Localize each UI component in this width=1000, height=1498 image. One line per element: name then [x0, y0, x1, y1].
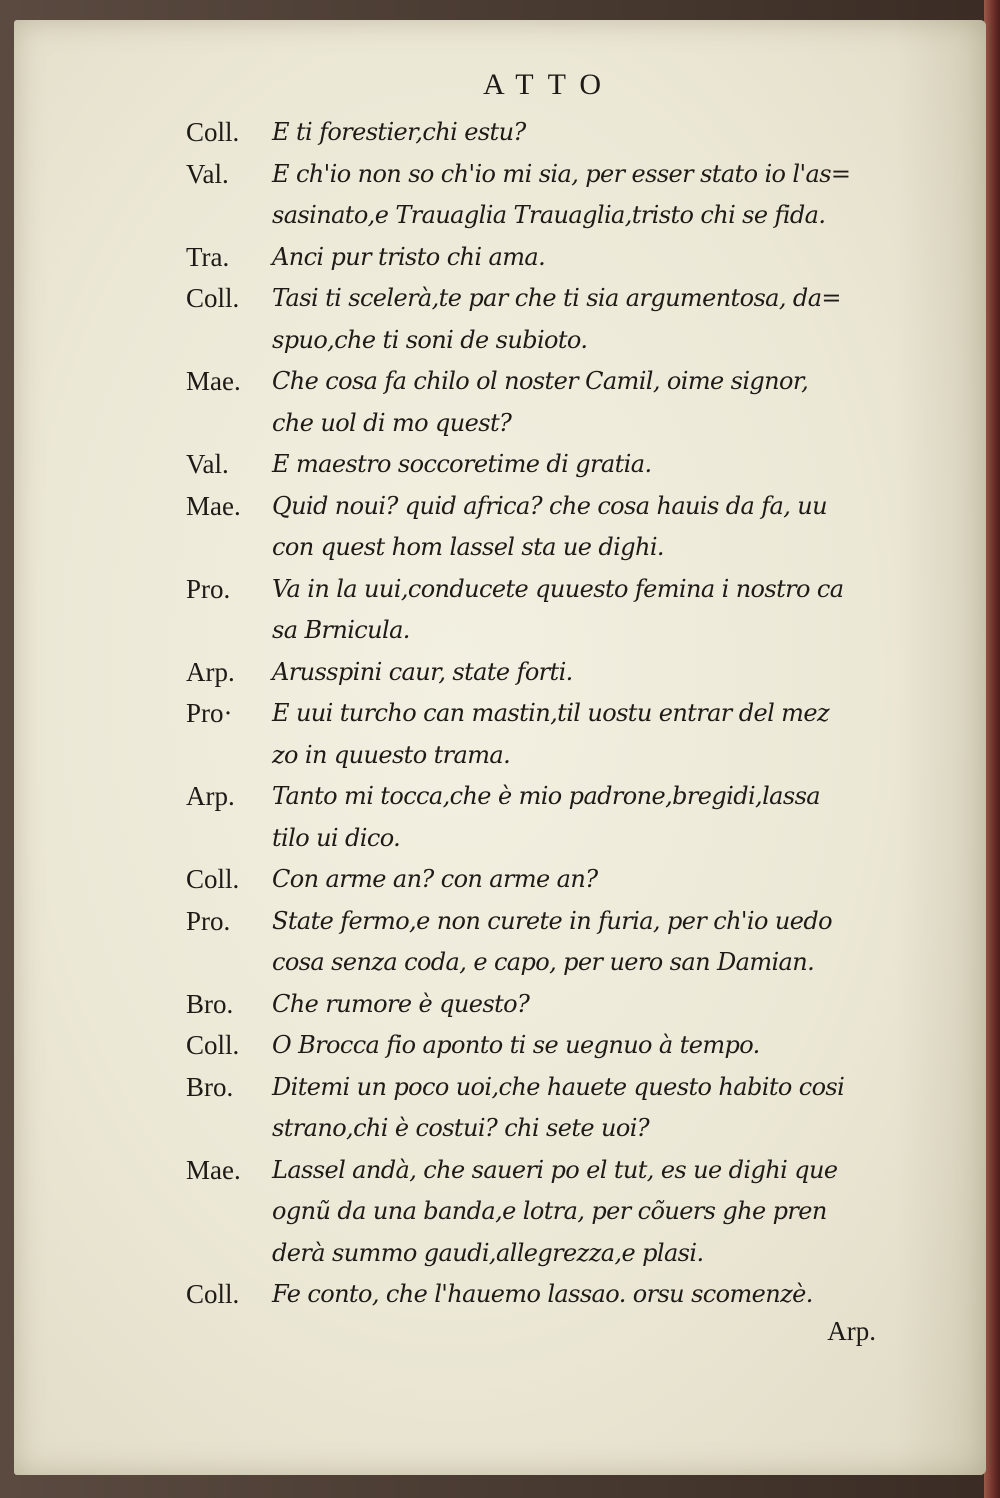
speech-lines [272, 154, 906, 237]
speech [186, 569, 906, 652]
speech-line: Fe conto, che l'hauemo lassao. orsu scomenzè. [272, 1280, 813, 1308]
speech-line: sasinato,e Trauaglia Trauaglia,tristo chi se fida. [272, 201, 826, 229]
dialogue-text-block [186, 112, 906, 1316]
speech [186, 1274, 906, 1316]
speaker-label: Coll. [186, 864, 240, 894]
speech [186, 112, 906, 154]
speaker-label: Arp. [186, 656, 235, 687]
speech-line: Tanto mi tocca,che è mio padrone,bregidi,lassa [272, 782, 821, 810]
book-binding-edge [984, 0, 1000, 1498]
speech [186, 859, 906, 901]
speech-lines [272, 444, 906, 486]
speech [186, 984, 906, 1026]
speech-lines [272, 486, 906, 569]
speaker-label: Coll. [186, 117, 240, 147]
speech-line: zo in quuesto trama. [272, 740, 511, 769]
speech [186, 776, 906, 859]
book-page [14, 20, 986, 1475]
speech [186, 1150, 906, 1275]
speech [186, 1067, 906, 1150]
speech-line: Lassel andà, che saueri po el tut, es ue dighi que [272, 1155, 838, 1184]
speech [186, 1025, 906, 1067]
speech-line: E uui turcho can mastin,til uostu entrar del mez [272, 699, 829, 727]
speech-line: Che cosa fa chilo ol noster Camil, oime signor, [272, 367, 809, 395]
speech-line: E maestro soccoretime di gratia. [272, 450, 652, 478]
speech-line: E ch'io non so ch'io mi sia, per esser stato io l'as= [272, 159, 851, 188]
speaker-label: Pro. [186, 905, 231, 936]
speech [186, 444, 906, 486]
speech [186, 361, 906, 444]
speech-line: Con arme an? con arme an? [272, 865, 598, 893]
speech-line: State fermo,e non curete in furia, per ch'io uedo [272, 906, 832, 935]
speaker-label: Coll. [186, 283, 240, 313]
speech-lines [272, 984, 906, 1026]
catchword: Arp. [827, 1316, 876, 1346]
speech-line: con quest hom lassel sta ue dighi. [272, 533, 664, 561]
speech-lines [272, 278, 906, 361]
speech-lines [272, 901, 906, 984]
speech-lines [272, 859, 906, 901]
speaker-label: Mae. [186, 1154, 241, 1185]
speaker-label: Mae. [186, 366, 241, 396]
speaker-label: Tra. [186, 241, 230, 272]
speech-line: strano,chi è costui? chi sete uoi? [272, 1114, 650, 1142]
speech-lines [272, 776, 906, 859]
speaker-label: Coll. [186, 1279, 240, 1309]
speech-line: ognũ da una banda,e lotra, per cõuers ghe pren [272, 1197, 827, 1225]
speaker-label: Coll. [186, 1030, 240, 1060]
speech-lines [272, 1150, 906, 1275]
speech-line: E ti forestier,chi estu? [272, 118, 526, 146]
speech-lines [272, 1274, 906, 1316]
speech-lines [272, 237, 906, 279]
speaker-label: Bro. [186, 1071, 234, 1102]
speech-line: sa Brnicula. [272, 616, 410, 644]
speaker-label: Bro. [186, 988, 234, 1019]
speech-lines [272, 1067, 906, 1150]
speech [186, 154, 906, 237]
speech [186, 486, 906, 569]
speech-line: spuo,che ti soni de subioto. [272, 325, 588, 354]
speaker-label: Pro· [186, 698, 233, 728]
speech-lines [272, 361, 906, 444]
speech-lines [272, 112, 906, 154]
speaker-label: Val. [186, 449, 229, 479]
speaker-label: Arp. [186, 781, 235, 811]
speech [186, 693, 906, 776]
speech-line: che uol di mo quest? [272, 408, 512, 437]
speaker-label: Val. [186, 158, 229, 189]
speech [186, 652, 906, 694]
speech-line: Arusspini caur, state forti. [272, 657, 573, 686]
speech [186, 901, 906, 984]
speech-line: tilo ui dico. [272, 823, 401, 852]
speech-lines [272, 569, 906, 652]
running-header: ATTO [482, 68, 616, 101]
speech-line: Anci pur tristo chi ama. [272, 242, 546, 271]
speech-lines [272, 1025, 906, 1067]
speech [186, 278, 906, 361]
speech-line: Quid noui? quid africa? che cosa hauis da fa, uu [272, 491, 827, 520]
speech-line: derà summo gaudi,allegrezza,e plasi. [272, 1238, 704, 1267]
speech-line: cosa senza coda, e capo, per uero san Damian. [272, 948, 815, 976]
speech-line: O Brocca fio aponto ti se uegnuo à tempo. [272, 1031, 760, 1059]
speech-line: Ditemi un poco uoi,che hauete questo habito cosi [272, 1072, 845, 1101]
speaker-label: Pro. [186, 573, 231, 604]
speech [186, 237, 906, 279]
speech-line: Va in la uui,conducete quuesto femina i nostro ca [272, 574, 844, 603]
speaker-label: Mae. [186, 490, 241, 521]
speech-lines [272, 652, 906, 694]
speech-line: Che rumore è questo? [272, 989, 530, 1018]
speech-lines [272, 693, 906, 776]
speech-line: Tasi ti scelerà,te par che ti sia argumentosa, da= [272, 284, 841, 312]
